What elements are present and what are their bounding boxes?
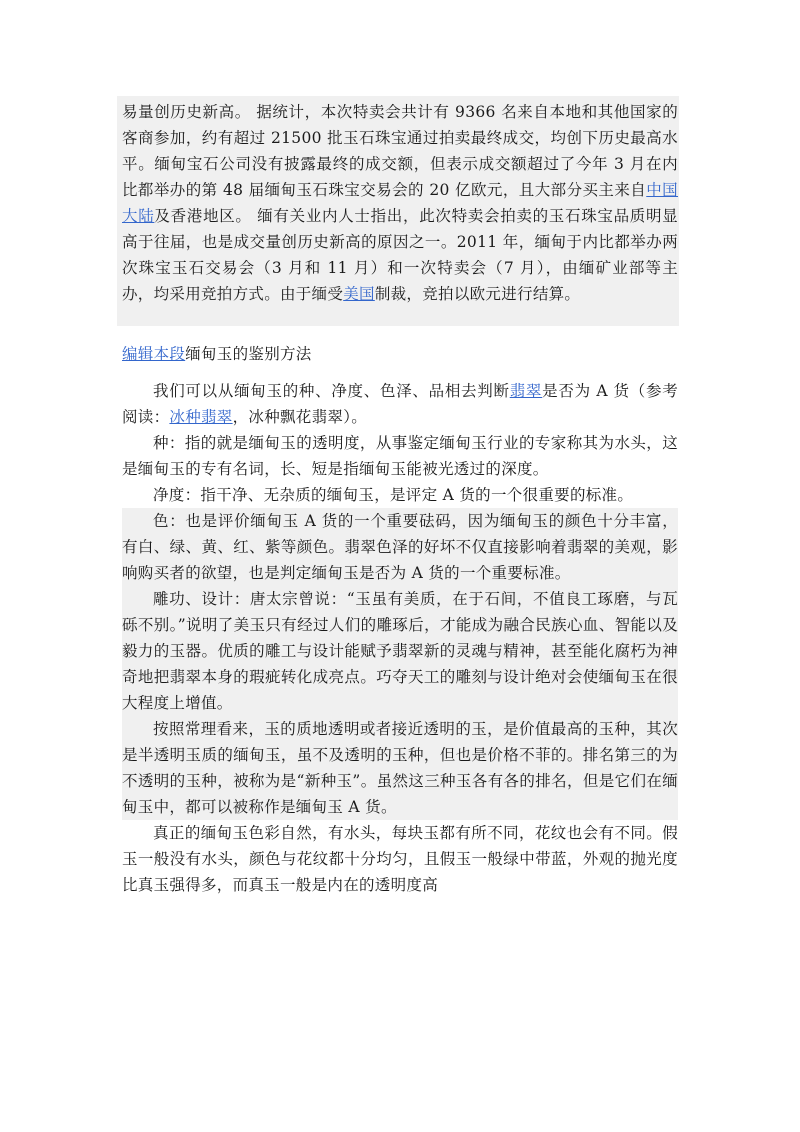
paragraph-carving-design: 雕功、设计：唐太宗曾说：“玉虽有美质，在于石间，不值良工琢磨，与瓦砾不别。”说明了美玉只有经过人们的雕琢后，才能成为融合民族心血、智能以及毅力的玉器。优质的雕工与设计能赋予翡翠新的灵魂与精神，甚至能化腐朽为神奇地把翡翠本身的瑕疵转化成亮点。巧夺天工的雕刻与设计绝对会使缅甸玉在很大程度上增值。 — [122, 586, 678, 716]
paragraph-jade-types: 按照常理看来，玉的质地透明或者接近透明的玉，是价值最高的玉种，其次是半透明玉质的缅甸玉，虽不及透明的玉种，但也是价格不菲的。排名第三的为不透明的玉种，被称为是“新种玉”。虽然这三种玉各有各的排名，但是它们在缅甸玉中，都可以被称作是缅甸玉 A 货。 — [122, 716, 678, 820]
section-heading — [122, 341, 312, 367]
paragraph-clarity: 净度：指干净、无杂质的缅甸玉，是评定 A 货的一个很重要的标准。 — [153, 486, 634, 504]
paragraph-intro-identification — [122, 378, 678, 430]
paragraph-transparency: 种：指的就是缅甸玉的透明度，从事鉴定缅甸玉行业的专家称其为水头，这是缅甸玉的专有名词，长、短是指缅甸玉能被光透过的深度。 — [122, 434, 678, 478]
p1-text-c: ，冰种飘花翡翠）。 — [232, 408, 368, 426]
section-title: 缅甸玉的鉴别方法 — [185, 345, 312, 363]
intro-text-1: 易量创历史新高。 据统计，本次特卖会共计有 9366 名来自本地和其他国家的客商参加，约有超过 21500 批玉石珠宝通过拍卖最终成交，均创下历史最高水平。缅甸宝石公司没有披露最终的成交额，但表示成交额超过了今年 3 月在内比都举办的第 48 届缅甸玉石珠宝交易会的 20 亿欧元，且大部分买主来自 — [122, 103, 678, 199]
edit-section-link[interactable]: 编辑本段 — [122, 345, 186, 363]
link-ice-jadeite[interactable]: 冰种翡翠 — [169, 408, 233, 426]
p1-text-a: 我们可以从缅甸玉的种、净度、色泽、品相去判断 — [153, 382, 510, 400]
paragraph-real-vs-fake: 真正的缅甸玉色彩自然，有水头，每块玉都有所不同，花纹也会有不同。假玉一般没有水头，颜色与花纹都十分均匀，且假玉一般绿中带蓝，外观的抛光度比真玉强得多，而真玉一般是内在的透明度高 — [122, 824, 678, 894]
p1-text-b: 是否为 A 货（参考阅读： — [122, 382, 678, 426]
link-china-mainland[interactable]: 中国大陆 — [122, 181, 678, 225]
intro-paragraph — [122, 99, 678, 307]
link-jadeite[interactable]: 翡翠 — [509, 382, 543, 400]
section-body — [122, 378, 678, 898]
paragraph-color: 色：也是评价缅甸玉 A 货的一个重要砝码，因为缅甸玉的颜色十分丰富，有白、绿、黄、红、紫等颜色。翡翠色泽的好坏不仅直接影响着翡翠的美观，影响购买者的欲望，也是判定缅甸玉是否为 A 货的一个重要标准。 — [122, 508, 678, 586]
link-usa[interactable]: 美国 — [343, 285, 375, 303]
intro-text-3: 制裁，竞拍以欧元进行结算。 — [374, 285, 581, 303]
intro-text-2: 及香港地区。 缅有关业内人士指出，此次特卖会拍卖的玉石珠宝品质明显高于往届，也是成交量创历史新高的原因之一。2011 年，缅甸于内比都举办两次珠宝玉石交易会（3 月和 11 月）和一次特卖会（7 月），由缅矿业部等主办，均采用竞拍方式。由于缅受 — [122, 207, 678, 303]
